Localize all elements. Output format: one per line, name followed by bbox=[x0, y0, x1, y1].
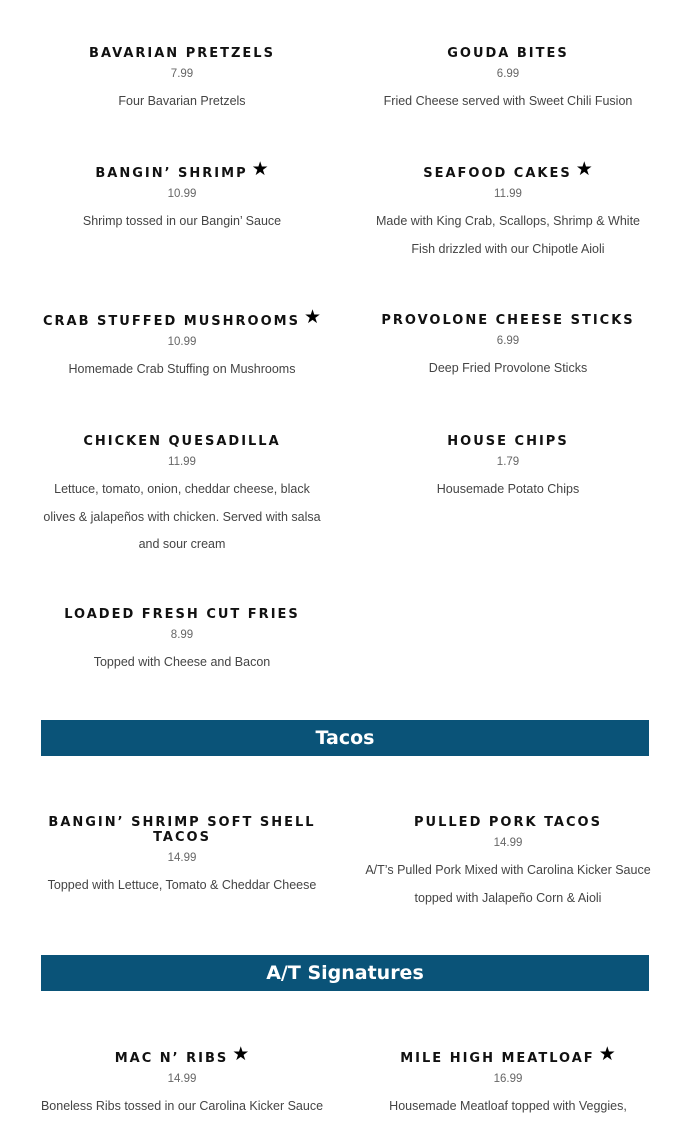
menu-item-chicken-quesadilla bbox=[37, 434, 327, 559]
menu-item-provolone-cheese-sticks bbox=[363, 313, 653, 383]
item-name: PROVOLONE CHEESE STICKS bbox=[381, 313, 635, 328]
menu-item-crab-stuffed-mushrooms bbox=[37, 306, 327, 384]
item-price: 10.99 bbox=[167, 188, 197, 200]
menu-item-pulled-pork-tacos bbox=[363, 815, 653, 912]
item-price: 8.99 bbox=[170, 629, 194, 641]
item-description: Topped with Cheese and Bacon bbox=[93, 655, 271, 669]
item-price: 11.99 bbox=[168, 456, 196, 468]
item-name: BAVARIAN PRETZELS bbox=[89, 46, 275, 61]
menu-item-mac-n-ribs bbox=[37, 1043, 327, 1121]
section-heading-tacos: Tacos bbox=[41, 720, 649, 756]
item-name-row: SEAFOOD CAKES ★ bbox=[423, 158, 593, 181]
item-description: Housemade Meatloaf topped with Veggies, bbox=[389, 1099, 627, 1113]
item-price: 6.99 bbox=[496, 335, 520, 347]
item-price: 10.99 bbox=[167, 336, 197, 348]
item-name: MAC N’ RIBS bbox=[114, 1051, 229, 1066]
item-description: Boneless Ribs tossed in our Carolina Kicker Sauce bbox=[40, 1099, 324, 1113]
item-description: Topped with Lettuce, Tomato & Cheddar Cheese bbox=[47, 878, 317, 892]
item-description: Four Bavarian Pretzels bbox=[118, 94, 246, 108]
menu-item-loaded-fresh-cut-fries bbox=[37, 607, 327, 677]
menu-item-bangin-shrimp bbox=[37, 158, 327, 236]
menu-item-house-chips bbox=[363, 434, 653, 504]
item-name: GOUDA BITES bbox=[447, 46, 569, 61]
item-name: LOADED FRESH CUT FRIES bbox=[64, 607, 300, 622]
item-description: Deep Fried Provolone Sticks bbox=[428, 361, 588, 375]
item-price: 11.99 bbox=[494, 188, 522, 200]
item-name: MILE HIGH MEATLOAF bbox=[400, 1051, 595, 1066]
item-price: 6.99 bbox=[496, 68, 520, 80]
item-name: SEAFOOD CAKES bbox=[423, 166, 572, 181]
item-price: 7.99 bbox=[170, 68, 194, 80]
item-description: A/T’s Pulled Pork Mixed with Carolina Kicker Sauce topped with Jalapeño Corn & Aioli bbox=[365, 863, 651, 905]
menu-item-bavarian-pretzels bbox=[37, 46, 327, 116]
item-price: 1.79 bbox=[496, 456, 520, 468]
item-price: 14.99 bbox=[167, 1073, 197, 1085]
item-price: 14.99 bbox=[493, 837, 523, 849]
item-description: Fried Cheese served with Sweet Chili Fusion bbox=[383, 94, 633, 108]
item-name-row: BANGIN’ SHRIMP ★ bbox=[95, 158, 269, 181]
item-name-row: MILE HIGH MEATLOAF ★ bbox=[400, 1043, 616, 1066]
item-name-row: MAC N’ RIBS ★ bbox=[114, 1043, 250, 1066]
section-heading-signatures: A/T Signatures bbox=[41, 955, 649, 991]
menu-item-bangin-shrimp-tacos bbox=[37, 815, 327, 900]
item-name: CHICKEN QUESADILLA bbox=[83, 434, 281, 449]
item-description: Lettuce, tomato, onion, cheddar cheese, black olives & jalapeños with chicken. Served with salsa and sour cream bbox=[43, 482, 321, 551]
item-description: Shrimp tossed in our Bangin’ Sauce bbox=[82, 214, 282, 228]
item-description: Housemade Potato Chips bbox=[436, 482, 580, 496]
item-name: PULLED PORK TACOS bbox=[414, 815, 602, 830]
item-description: Made with King Crab, Scallops, Shrimp & White Fish drizzled with our Chipotle Aioli bbox=[376, 214, 640, 256]
menu-item-seafood-cakes bbox=[363, 158, 653, 263]
item-name-row: CRAB STUFFED MUSHROOMS ★ bbox=[43, 306, 321, 329]
item-price: 14.99 bbox=[167, 852, 197, 864]
item-name: BANGIN’ SHRIMP bbox=[95, 166, 248, 181]
item-name: HOUSE CHIPS bbox=[447, 434, 569, 449]
menu-item-mile-high-meatloaf bbox=[363, 1043, 653, 1121]
item-name: CRAB STUFFED MUSHROOMS bbox=[43, 314, 300, 329]
item-name: BANGIN’ SHRIMP SOFT SHELL TACOS bbox=[48, 815, 316, 845]
item-description: Homemade Crab Stuffing on Mushrooms bbox=[68, 362, 296, 376]
item-price: 16.99 bbox=[493, 1073, 523, 1085]
menu-item-gouda-bites bbox=[363, 46, 653, 116]
